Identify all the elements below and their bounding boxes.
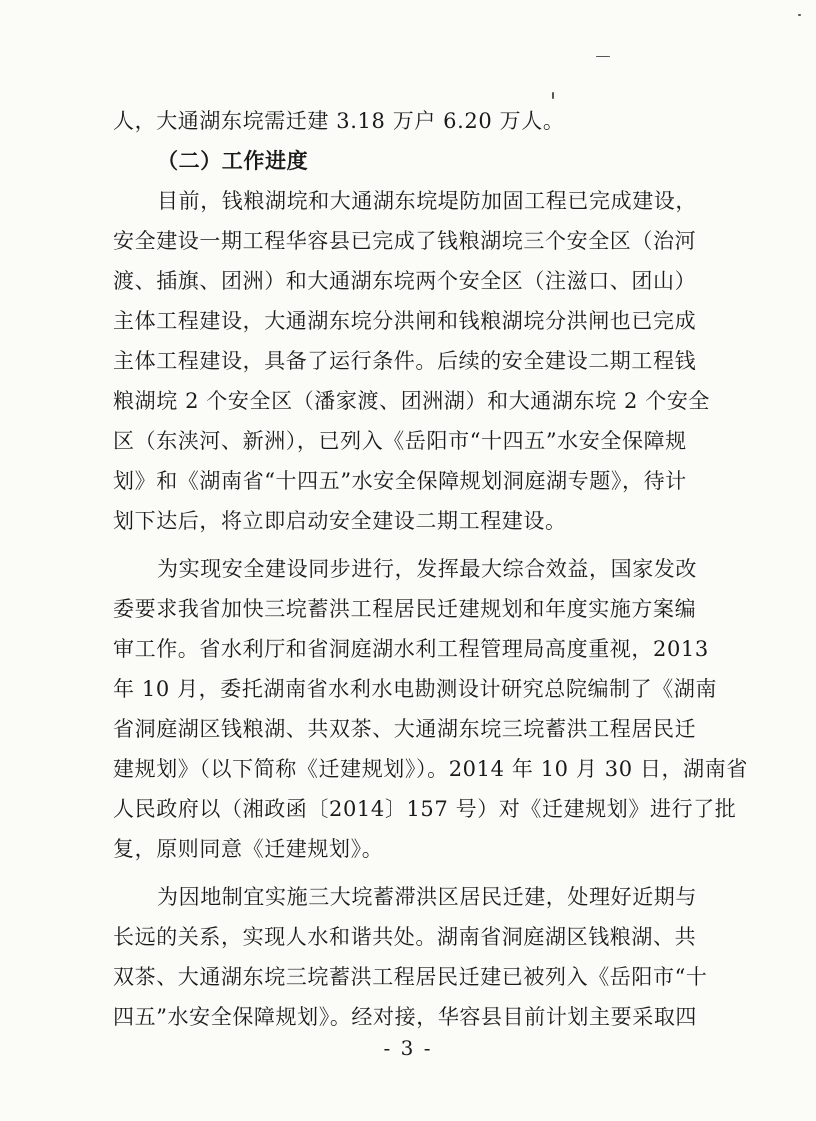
paragraph [113, 181, 709, 541]
text-line: 四五”水安全保障规划》。经对接，华容县目前计划主要采取四 [113, 1005, 698, 1029]
text-line: 安全建设一期工程华容县已完成了钱粮湖垸三个安全区（治河 [113, 229, 697, 253]
text-line: 审工作。省水利厅和省洞庭湖水利工程管理局高度重视，2013 [113, 637, 709, 661]
paragraph [113, 877, 709, 1037]
text-line: 委要求我省加快三垸蓄洪工程居民迁建规划和年度实施方案编 [113, 597, 697, 621]
text-line: 目前，钱粮湖垸和大通湖东垸堤防加固工程已完成建设， [157, 189, 697, 213]
text-line: 主体工程建设，具备了运行条件。后续的安全建设二期工程钱 [113, 349, 697, 373]
section-heading [113, 141, 709, 181]
text-line: 年 10 月，委托湖南省水利水电勘测设计研究总院编制了《湖南 [113, 677, 718, 701]
text-line: 划下达后，将立即启动安全建设二期工程建设。 [113, 509, 567, 533]
scan-speck [552, 92, 554, 99]
text-line: 划》和《湖南省“十四五”水安全保障规划洞庭湖专题》，待计 [113, 469, 687, 493]
scan-speck [798, 14, 801, 16]
text-line: 建规划》（以下简称《迁建规划》）。2014 年 10 月 30 日，湖南省 [113, 757, 748, 781]
paragraph [113, 549, 748, 869]
text-line: 复，原则同意《迁建规划》。 [113, 837, 384, 861]
text-line: 人，大通湖东垸需迁建 3.18 万户 6.20 万人。 [113, 109, 565, 133]
page-number: - 3 - [383, 1036, 433, 1060]
heading-text: （二）工作进度 [157, 148, 309, 173]
scan-speck [596, 56, 610, 57]
document-body [113, 101, 748, 1037]
text-line: 双茶、大通湖东垸三垸蓄洪工程居民迁建已被列入《岳阳市“十 [113, 965, 708, 989]
text-line: 为因地制宜实施三大垸蓄滞洪区居民迁建，处理好近期与 [157, 885, 697, 909]
text-line: 为实现安全建设同步进行，发挥最大综合效益，国家发改 [157, 557, 697, 581]
text-line: 主体工程建设，大通湖东垸分洪闸和钱粮湖垸分洪闸也已完成 [113, 309, 697, 333]
text-line: 渡、插旗、团洲）和大通湖东垸两个安全区（注滋口、团山） [113, 269, 697, 293]
text-line: 长远的关系，实现人水和谐共处。湖南省洞庭湖区钱粮湖、共 [113, 925, 697, 949]
text-line: 粮湖垸 2 个安全区（潘家渡、团洲湖）和大通湖东垸 2 个安全 [113, 389, 711, 413]
text-line: 省洞庭湖区钱粮湖、共双茶、大通湖东垸三垸蓄洪工程居民迁 [113, 717, 697, 741]
paragraph [113, 101, 709, 141]
text-line: 人民政府以（湘政函〔2014〕157 号）对《迁建规划》进行了批 [113, 797, 737, 821]
text-line: 区（东浃河、新洲），已列入《岳阳市“十四五”水安全保障规 [113, 429, 687, 453]
